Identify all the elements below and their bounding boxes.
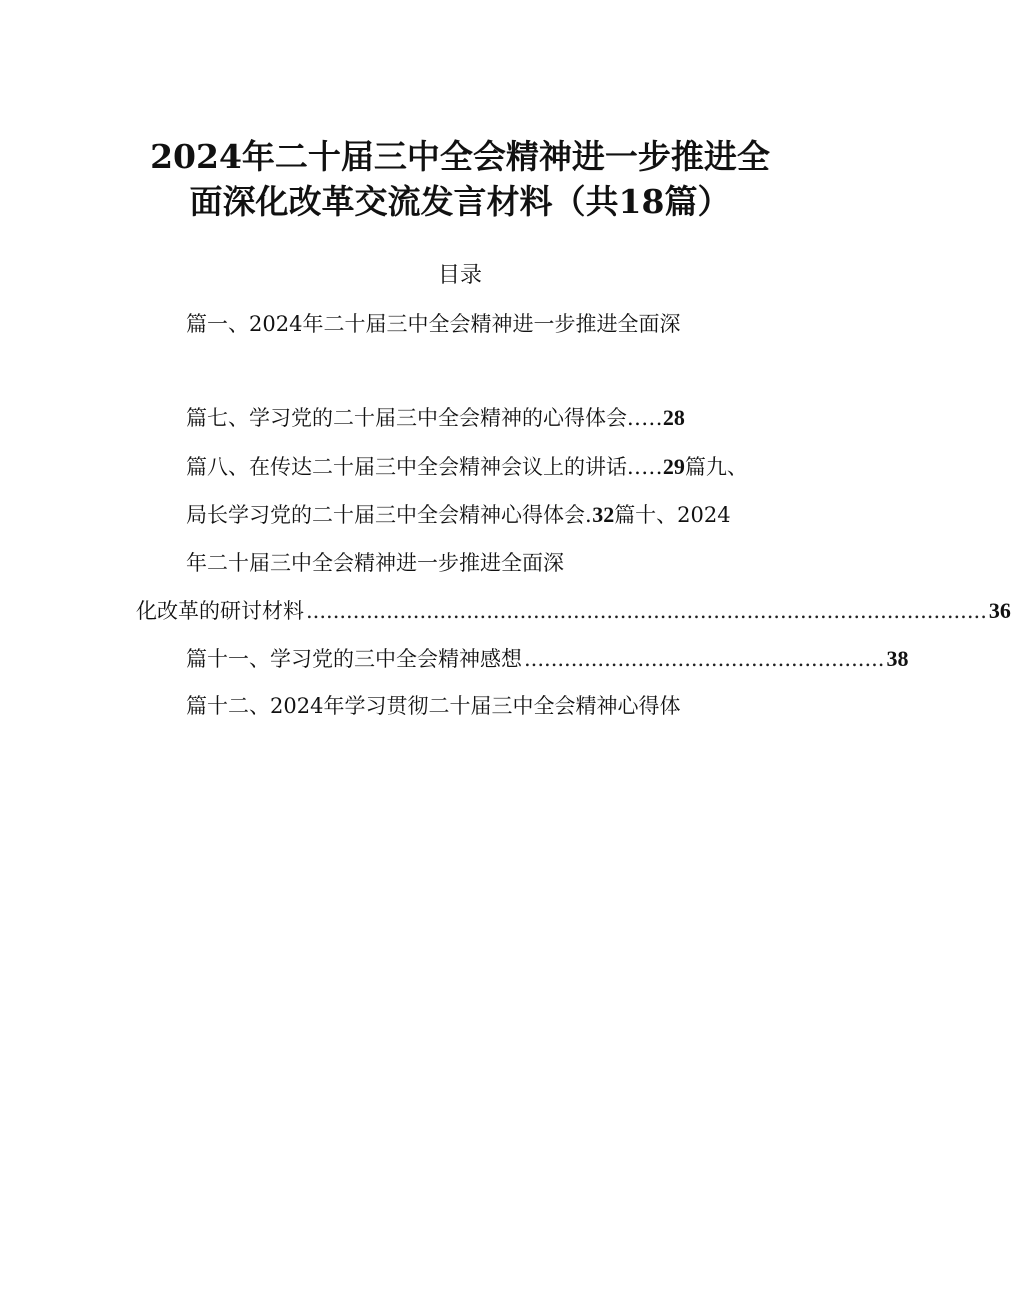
toc-entry-11-leader: ...................................................... <box>524 647 885 671</box>
toc-entry-11-page: 38 <box>886 646 909 671</box>
toc-entry-11-text: 篇十一、学习党的三中全会精神感想 <box>186 647 522 671</box>
toc-entry-10-end <box>136 596 1011 626</box>
toc-entry-9-text: 局长学习党的二十届三中全会精神心得体会 <box>186 503 585 527</box>
toc-entry-10-start: 篇十、2024 <box>614 503 731 527</box>
toc-entry-7-page: 28 <box>662 405 685 430</box>
toc-entry-10-page: 36 <box>988 598 1011 623</box>
toc-entry-8 <box>186 452 748 482</box>
toc-entry-7-text: 篇七、学习党的二十届三中全会精神的心得体会 <box>186 406 627 430</box>
document-title-line-2: 面深化改革交流发言材料（共18篇） <box>189 182 731 221</box>
toc-entry-9-page: 32 <box>592 502 615 527</box>
toc-entry-10-leader: ...................................................................................................... <box>306 599 987 623</box>
toc-entry-9-start: 篇九、 <box>684 455 748 479</box>
toc-entry-10-continued: 年二十届三中全会精神进一步推进全面深 <box>186 551 564 575</box>
toc-entry-8-leader: ..... <box>627 455 663 479</box>
toc-entry-12: 篇十二、2024年学习贯彻二十届三中全会精神心得体 <box>186 694 681 718</box>
toc-entry-7 <box>186 403 685 433</box>
toc-entry-10-text: 化改革的研讨材料 <box>136 599 304 623</box>
toc-heading: 目录 <box>437 263 482 288</box>
document-title-line-1: 2024年二十届三中全会精神进一步推进全 <box>150 137 770 176</box>
toc-entry-8-page: 29 <box>662 454 685 479</box>
toc-entry-9-leader: . <box>585 503 593 527</box>
toc-entry-8-text: 篇八、在传达二十届三中全会精神会议上的讲话 <box>186 455 627 479</box>
toc-entry-7-leader: ..... <box>627 406 663 430</box>
toc-entry-1: 篇一、2024年二十届三中全会精神进一步推进全面深 <box>186 312 681 336</box>
toc-entry-11 <box>186 644 909 674</box>
toc-entry-9 <box>186 500 731 530</box>
